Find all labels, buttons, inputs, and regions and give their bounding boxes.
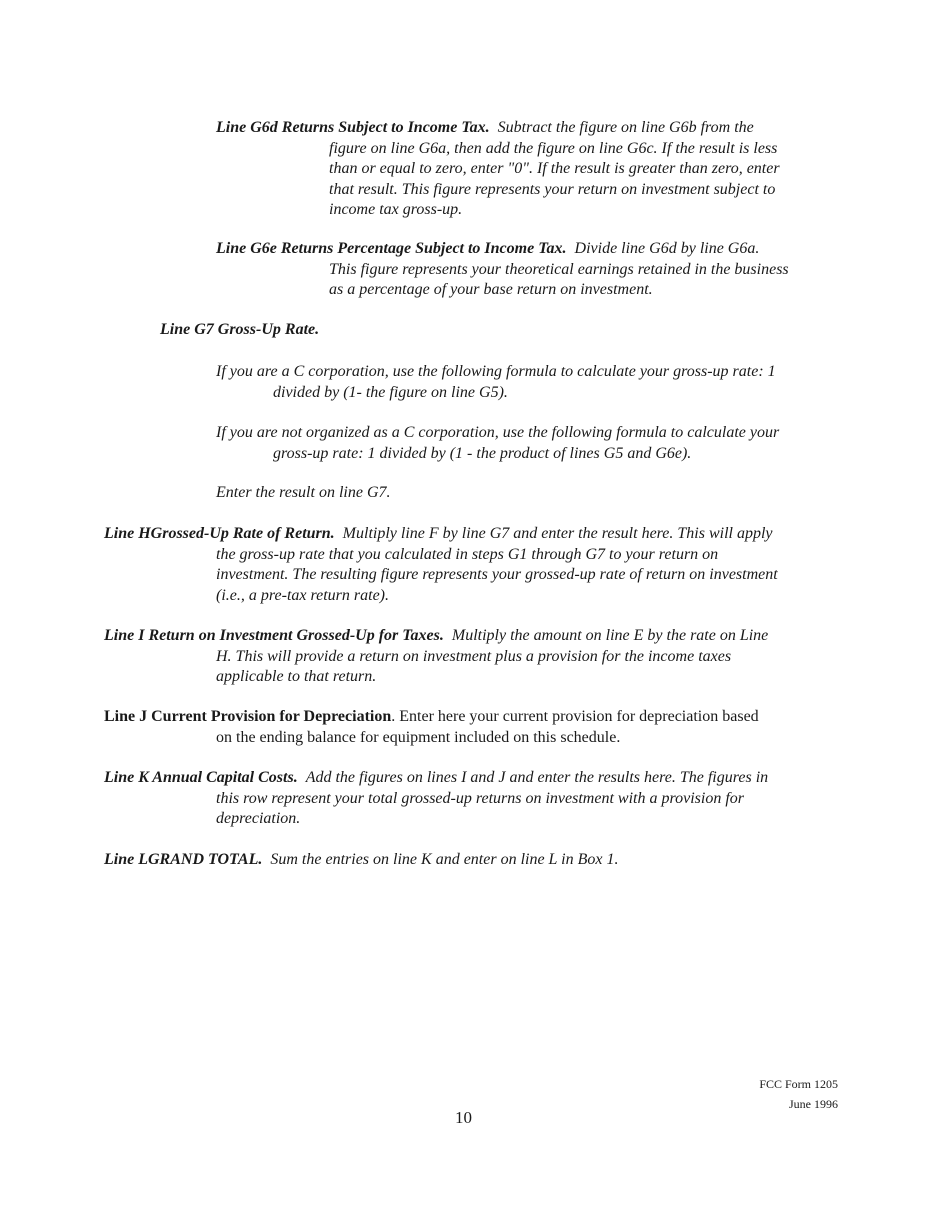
line-h-text-line: investment. The resulting figure represents your grossed-up rate of return on investment xyxy=(216,566,778,583)
line-k-text: Add the figures on lines I and J and enter the results here. The figures in xyxy=(305,769,769,786)
line-i-paragraph xyxy=(104,626,768,688)
line-h-heading: Line HGrossed-Up Rate of Return. xyxy=(104,525,335,542)
line-g6d-text: Subtract the figure on line G6b from the xyxy=(497,119,754,136)
line-g6d-text-line: that result. This figure represents your return on investment subject to xyxy=(329,180,776,198)
line-i-text-line: applicable to that return. xyxy=(216,668,377,685)
line-l-first-line xyxy=(104,850,618,871)
line-g7-heading-block xyxy=(160,320,319,341)
line-j-heading: Line J Current Provision for Depreciation xyxy=(104,708,392,725)
line-g6d-text-line: than or equal to zero, enter "0". If the result is greater than zero, enter xyxy=(329,160,780,177)
line-j-text-line: on the ending balance for equipment included on this schedule. xyxy=(216,728,621,746)
line-g7-c-corp-line: divided by (1- the figure on line G5). xyxy=(273,383,508,401)
line-h-text-line: the gross-up rate that you calculated in steps G1 through G7 to your return on xyxy=(216,545,719,563)
line-l-heading: Line LGRAND TOTAL. xyxy=(104,851,263,868)
line-h-first-line xyxy=(104,524,778,545)
line-k-first-line xyxy=(104,768,768,789)
line-g6d-text-line: figure on line G6a, then add the figure on line G6c. If the result is less xyxy=(329,139,778,157)
line-g7-c-corp-line: If you are a C corporation, use the following formula to calculate your gross-up rate: 1 xyxy=(216,363,776,380)
line-h-text: Multiply line F by line G7 and enter the result here. This will apply xyxy=(342,525,773,542)
footer-form-date: June 1996 xyxy=(789,1097,838,1111)
line-g6e-heading: Line G6e Returns Percentage Subject to Income Tax. xyxy=(216,240,567,257)
line-j-paragraph xyxy=(104,707,759,748)
line-j-text: . Enter here your current provision for depreciation based xyxy=(391,708,759,725)
line-g6e-text-line: This figure represents your theoretical earnings retained in the business xyxy=(329,260,789,278)
line-h-text-line: (i.e., a pre-tax return rate). xyxy=(216,586,389,604)
line-g6d-heading: Line G6d Returns Subject to Income Tax. xyxy=(216,119,490,136)
line-i-heading: Line I Return on Investment Grossed-Up for Taxes. xyxy=(104,627,444,644)
line-g7-enter-paragraph xyxy=(216,483,391,504)
line-g6d-paragraph xyxy=(216,118,780,221)
line-g6d-text-line: income tax gross-up. xyxy=(329,201,463,218)
line-k-text-line: this row represent your total grossed-up returns on investment with a provision for xyxy=(216,789,744,807)
line-k-text-line: depreciation. xyxy=(216,810,301,827)
line-l-text: Sum the entries on line K and enter on line L in Box 1. xyxy=(270,851,619,868)
line-g7-heading: Line G7 Gross-Up Rate. xyxy=(160,321,320,338)
line-k-paragraph xyxy=(104,768,768,830)
line-g7-enter-text: Enter the result on line G7. xyxy=(216,484,391,501)
line-g7-non-c-corp-paragraph xyxy=(216,423,779,464)
line-k-heading: Line K Annual Capital Costs. xyxy=(104,769,298,786)
page-number: 10 xyxy=(455,1108,472,1127)
line-g6e-first-line xyxy=(216,239,789,260)
line-i-text: Multiply the amount on line E by the rate on Line xyxy=(451,627,769,644)
line-g6e-text-line: as a percentage of your base return on investment. xyxy=(329,281,653,298)
line-h-paragraph xyxy=(104,524,778,606)
line-l-paragraph xyxy=(104,850,618,871)
line-g7-non-c-corp-line: If you are not organized as a C corporation, use the following formula to calculate your xyxy=(216,424,780,441)
footer-form-name: FCC Form 1205 xyxy=(759,1077,838,1091)
line-j-first-line xyxy=(104,707,759,728)
line-g6e-paragraph xyxy=(216,239,789,301)
line-i-text-line: H. This will provide a return on investment plus a provision for the income taxes xyxy=(216,647,732,665)
line-i-first-line xyxy=(104,626,768,647)
line-g7-non-c-corp-line: gross-up rate: 1 divided by (1 - the product of lines G5 and G6e). xyxy=(273,444,692,462)
line-g6e-text: Divide line G6d by line G6a. xyxy=(574,240,760,257)
line-g7-c-corp-paragraph xyxy=(216,362,776,403)
line-g6d-first-line xyxy=(216,118,780,139)
